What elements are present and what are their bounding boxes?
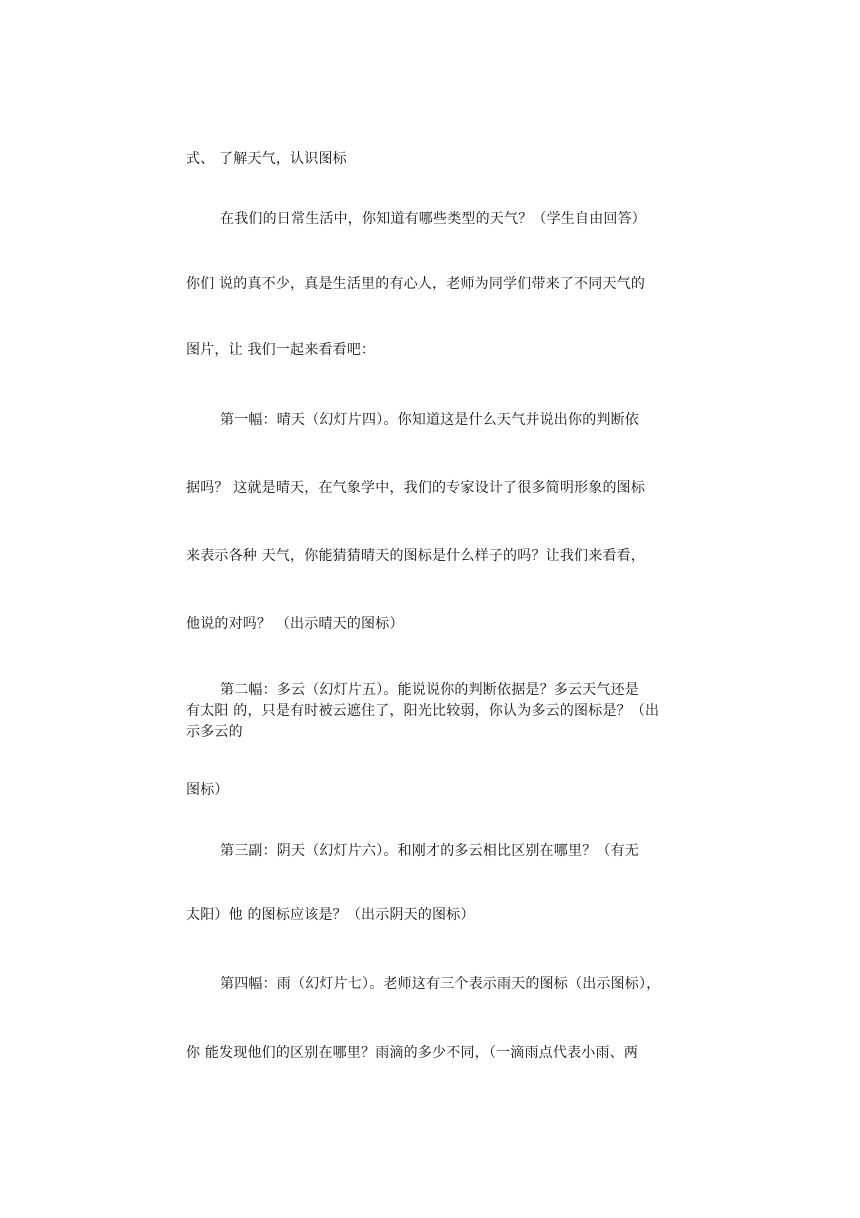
paragraph-line: 在我们的日常生活中，你知道有哪些类型的天气？（学生自由回答） [220, 211, 646, 227]
paragraph-line: 示多云的 [186, 724, 243, 740]
paragraph-line: 第二幅：多云（幻灯片五）。能说说你的判断依据是？多云天气还是 [220, 682, 639, 698]
paragraph-line: 来表示各种 天气，你能猜猜晴天的图标是什么样子的吗？让我们来看看， [186, 548, 646, 564]
paragraph-line: 据吗？ 这就是晴天，在气象学中，我们的专家设计了很多简明形象的图标 [186, 480, 646, 496]
paragraph-line: 你们 说的真不少，真是生活里的有心人，老师为同学们带来了不同天气的 [186, 276, 646, 292]
paragraph-line: 图标） [186, 782, 229, 798]
paragraph-line: 图片，让 我们一起来看看吧： [186, 342, 376, 358]
section-heading: 式、 了解天气，认识图标 [186, 151, 347, 167]
paragraph-line: 他说的对吗？ （出示晴天的图标） [186, 616, 404, 632]
paragraph-line: 太阳）他 的图标应该是？（出示阴天的图标） [186, 907, 475, 923]
paragraph-line: 第一幅：晴天（幻灯片四）。你知道这是什么天气并说出你的判断依 [220, 412, 639, 428]
paragraph-line: 第三副：阴天（幻灯片六）。和刚才的多云相比区别在哪里？（有无 [220, 843, 639, 859]
paragraph-line: 第四幅：雨（幻灯片七）。老师这有三个表示雨天的图标（出示图标）， [220, 976, 661, 992]
paragraph-line: 有太阳 的，只是有时被云遮住了，阳光比较弱，你认为多云的图标是？（出 [186, 703, 660, 719]
paragraph-line: 你 能发现他们的区别在哪里？雨滴的多少不同，（一滴雨点代表小雨、两 [186, 1045, 639, 1061]
